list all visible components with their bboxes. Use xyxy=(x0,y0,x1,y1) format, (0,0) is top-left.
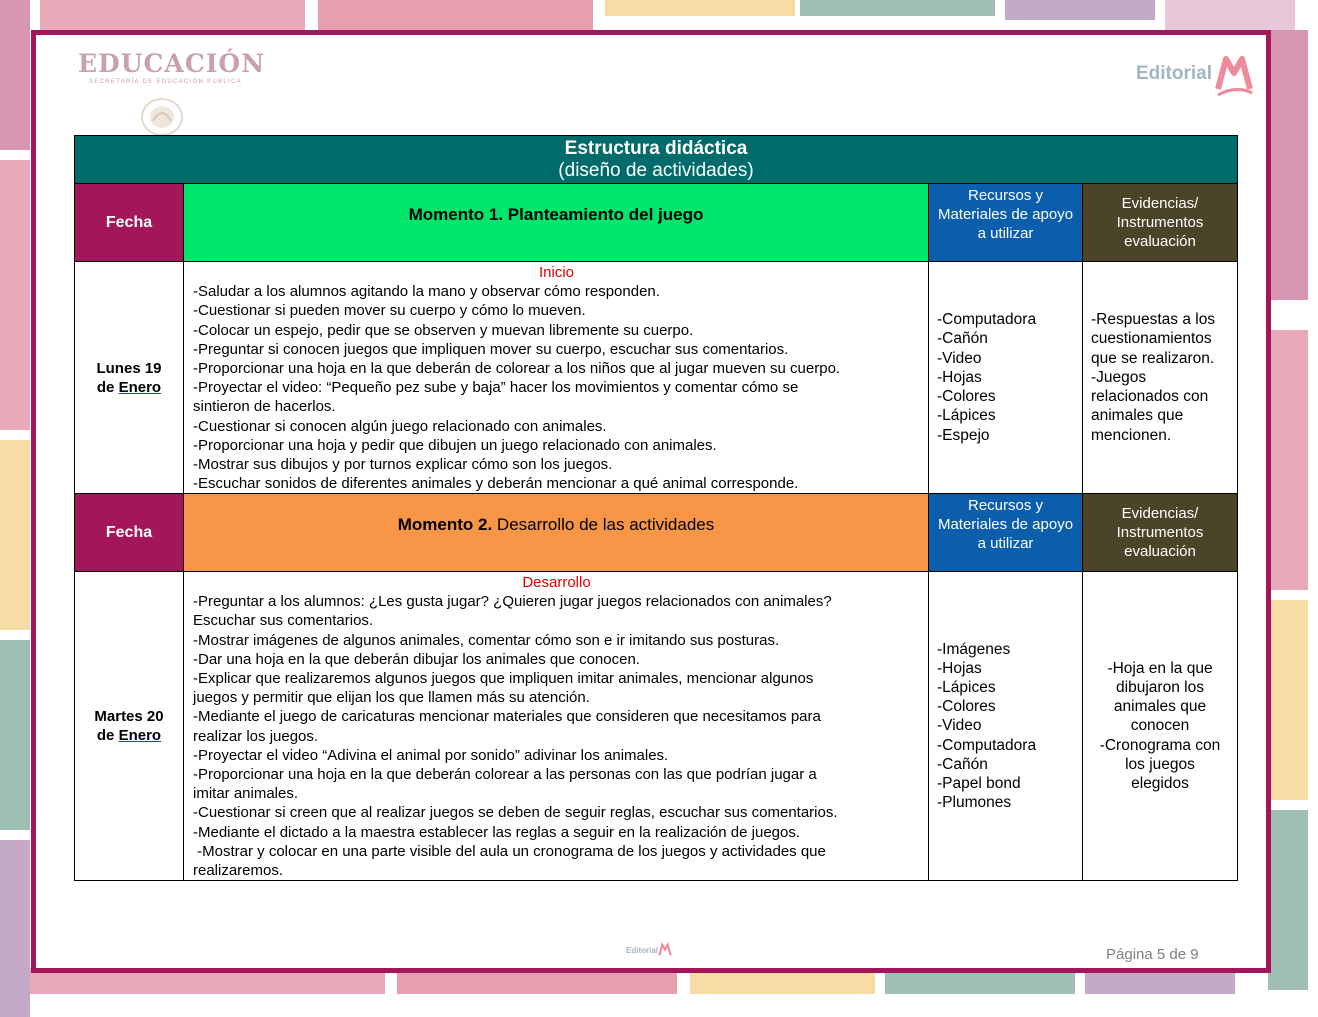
editorial-word: Editorial xyxy=(1135,63,1212,84)
activities-cell-1 xyxy=(183,261,929,494)
evidence-item: cuestionamientos xyxy=(1091,330,1212,348)
resource-item: -Colores xyxy=(937,698,996,716)
activity-line: sintieron de hacerlos. xyxy=(193,398,336,416)
table-title-text: Estructura didáctica xyxy=(564,137,748,159)
activity-line: -Mostrar y colocar en una parte visible del aula un cronograma de los juegos y actividades que xyxy=(193,842,826,860)
evidence-item: -Juegos xyxy=(1091,368,1147,386)
table-title xyxy=(74,135,1238,184)
moment2-title-rest: Desarrollo de las actividades xyxy=(492,515,715,534)
evidence-item: conocen xyxy=(1130,717,1190,735)
resource-item: -Video xyxy=(937,349,982,367)
activity-line: -Mediante el dictado a la maestra establecer las reglas a seguir en la realización de juegos. xyxy=(193,823,801,841)
activity-line: -Proporcionar una hoja en la que deberán de colorear a los niños que al jugar mueven su cuerpo. xyxy=(193,360,841,378)
resources-header-1: Recursos y Materiales de apoyo a utilizar xyxy=(928,183,1083,262)
activity-line: -Mostrar imágenes de algunos animales, comentar cómo son e ir imitando sus posturas. xyxy=(193,631,780,649)
resources-list-2 xyxy=(937,640,1074,813)
evidence-cell-2 xyxy=(1082,571,1238,881)
page-frame xyxy=(31,30,1271,973)
date-prefix-1: de xyxy=(96,378,119,396)
resource-item: -Espejo xyxy=(937,426,990,444)
activity-line: -Saludar a los alumnos agitando la mano y observar cómo responden. xyxy=(193,283,660,301)
evidence-list-2 xyxy=(1091,659,1229,793)
resource-item: -Cañón xyxy=(937,330,988,348)
activities-cell-2 xyxy=(183,571,929,881)
date-month-2: Enero xyxy=(118,727,162,744)
activity-line: -Cuestionar si creen que al realizar juegos se deben de seguir reglas, escuchar sus comentarios. xyxy=(193,804,838,822)
evidence-item: -Cronograma con xyxy=(1099,736,1221,754)
resource-item: -Imágenes xyxy=(937,640,1011,658)
evidence-item: relacionados con xyxy=(1091,388,1209,406)
activity-line: -Escuchar sonidos de diferentes animales y deberán mencionar a qué animal corresponde. xyxy=(193,475,799,493)
evidence-cell-1 xyxy=(1082,261,1238,494)
md-logo-icon xyxy=(1214,51,1254,97)
resource-item: -Lápices xyxy=(937,678,996,696)
evidence-item: animales que xyxy=(1113,698,1207,716)
date-day-2: Martes 20 xyxy=(94,708,164,725)
activity-line: -Preguntar si conocen juegos que impliquen mover su cuerpo, escuchar sus comentarios. xyxy=(193,340,789,358)
footer-logo xyxy=(626,942,672,958)
activity-line: -Colocar un espejo, pedir que se observen y muevan libremente su cuerpo. xyxy=(193,321,694,339)
evidence-header-2: Evidencias/ Instrumentos evaluación xyxy=(1082,493,1238,572)
activity-list-1 xyxy=(193,282,920,493)
evidence-header-1: Evidencias/ Instrumentos evaluación xyxy=(1082,183,1238,262)
fecha-header-2: Fecha xyxy=(74,493,184,572)
didactic-table xyxy=(74,135,1238,881)
activity-line: -Mediante el juego de caricaturas mencionar materiales que consideren que necesitamos para xyxy=(193,708,821,726)
activity-line: -Proyectar el video: “Pequeño pez sube y baja” hacer los movimientos y comentar cómo se xyxy=(193,379,799,397)
activity-line: -Preguntar a los alumnos: ¿Les gusta jugar? ¿Quieren jugar juegos relacionados con animales? xyxy=(193,593,832,611)
resources-cell-2 xyxy=(928,571,1083,881)
resource-item: -Hojas xyxy=(937,368,982,386)
activity-line: -Mostrar sus dibujos y por turnos explicar cómo son los juegos. xyxy=(193,456,613,474)
activity-line: Escuchar sus comentarios. xyxy=(193,612,374,630)
evidence-item: -Hoja en la que xyxy=(1107,659,1213,677)
page-number: Página 5 de 9 xyxy=(1106,946,1199,963)
evidence-item: -Respuestas a los xyxy=(1091,311,1216,329)
resource-item: -Video xyxy=(937,717,982,735)
date-day-1: Lunes 19 xyxy=(96,359,162,377)
resource-item: -Colores xyxy=(937,388,996,406)
footer-brand: Editorial xyxy=(626,945,659,955)
moment2-title-bold: Momento 2. xyxy=(397,515,493,534)
date-month-1: Enero xyxy=(118,378,162,396)
table-subtitle-text: (diseño de actividades) xyxy=(558,159,754,181)
resource-item: -Plumones xyxy=(937,794,1012,812)
date-prefix-2: de xyxy=(96,727,119,744)
logo-subtitle: SECRETARÍA DE EDUCACIÓN PÚBLICA xyxy=(89,79,242,85)
section-label-inicio: Inicio xyxy=(538,264,575,281)
editorial-logo xyxy=(1136,49,1254,99)
activity-list-2 xyxy=(193,592,920,880)
resource-item: -Papel bond xyxy=(937,775,1021,792)
section-label-desarrollo: Desarrollo xyxy=(522,574,591,591)
resource-item: -Hojas xyxy=(937,659,982,677)
activity-line: -Proporcionar una hoja y pedir que dibujen un juego relacionado con animales. xyxy=(193,436,717,454)
date-cell-1 xyxy=(74,261,184,494)
moment2-header xyxy=(183,493,929,572)
resources-list-1 xyxy=(937,310,1074,444)
activity-line: -Cuestionar si conocen algún juego relacionado con animales. xyxy=(193,417,607,435)
logo-title: EDUCACIÓN xyxy=(78,49,266,78)
evidence-item: que se realizaron. xyxy=(1091,349,1215,367)
resources-cell-1 xyxy=(928,261,1083,494)
fecha-header-1: Fecha xyxy=(74,183,184,262)
evidence-list-1 xyxy=(1091,310,1229,444)
activity-line: realizar los juegos. xyxy=(193,727,319,745)
resource-item: -Cañón xyxy=(937,755,988,773)
evidence-item: elegidos xyxy=(1131,775,1189,792)
evidence-item: dibujaron los xyxy=(1116,678,1204,696)
activity-line: imitar animales. xyxy=(193,785,299,803)
activity-line: -Cuestionar si pueden mover su cuerpo y cómo lo mueven. xyxy=(193,302,586,320)
activity-line: juegos y permitir que elijan los que llamen más su atención. xyxy=(193,689,590,707)
resource-item: -Computadora xyxy=(937,736,1037,754)
eagle-seal-icon xyxy=(139,97,185,137)
activity-line: -Dar una hoja en la que deberán dibujar los animales que conocen. xyxy=(193,650,640,668)
evidence-item: los juegos xyxy=(1125,755,1195,773)
resources-header-2: Recursos y Materiales de apoyo a utilizar xyxy=(928,493,1083,572)
sep-logo xyxy=(78,49,266,85)
evidence-item: animales que xyxy=(1091,407,1184,425)
resource-item: -Computadora xyxy=(937,311,1037,329)
activity-line: realizaremos. xyxy=(193,862,284,880)
resource-item: -Lápices xyxy=(937,407,996,425)
activity-line: -Explicar que realizaremos algunos juegos que impliquen imitar animales, mencionar algunos xyxy=(193,670,814,688)
date-cell-2 xyxy=(74,571,184,881)
moment1-header: Momento 1. Planteamiento del juego xyxy=(183,183,929,262)
footer-md-icon xyxy=(658,942,672,958)
evidence-item: mencionen. xyxy=(1091,426,1172,444)
activity-line: -Proporcionar una hoja en la que deberán colorear a las personas con las que podrían jugar a xyxy=(193,766,817,784)
activity-line: -Proyectar el video “Adivina el animal por sonido” adivinar los animales. xyxy=(193,746,669,764)
